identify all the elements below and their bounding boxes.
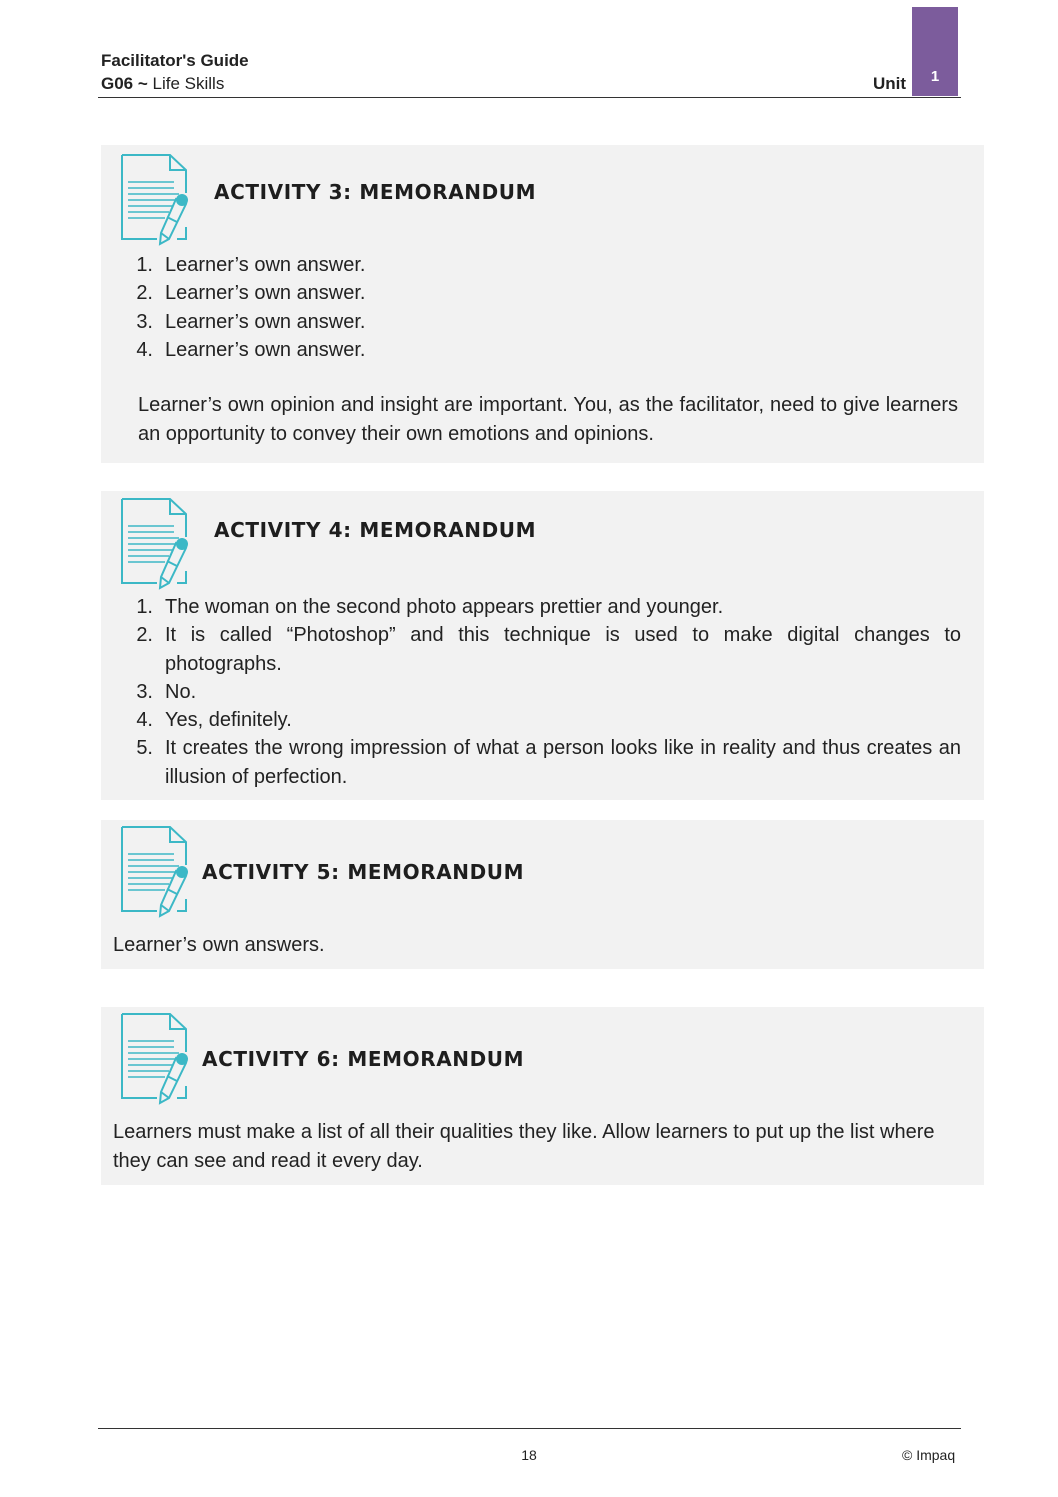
page-number: 18 <box>521 1447 537 1463</box>
item-number: 3. <box>136 680 153 703</box>
item-number: 2. <box>136 282 153 305</box>
activity-heading: ACTIVITY 3: MEMORANDUM <box>214 180 537 204</box>
list-item <box>131 706 961 734</box>
activity-3-box <box>101 145 984 463</box>
list-item <box>131 621 961 678</box>
item-number: 1. <box>136 254 153 276</box>
header-divider <box>98 97 961 98</box>
item-text: Learner’s own answer. <box>165 254 366 276</box>
list-item <box>131 678 961 706</box>
answer-list <box>131 251 961 364</box>
item-text: Yes, definitely. <box>165 709 292 732</box>
copyright: © Impaq <box>902 1447 956 1463</box>
item-text: Learner’s own answer. <box>165 282 366 305</box>
item-text: The woman on the second photo appears prettier and younger. <box>165 596 724 618</box>
item-text: Learner’s own answer. <box>165 310 366 333</box>
subject-line <box>101 74 224 94</box>
activity-5-box <box>101 820 984 969</box>
item-number: 5. <box>136 737 153 760</box>
list-item <box>131 593 961 621</box>
list-item <box>131 279 961 307</box>
item-number: 3. <box>136 310 153 333</box>
document-pencil-icon <box>119 825 191 919</box>
list-item <box>131 251 961 279</box>
item-number: 4. <box>136 709 153 732</box>
answer-list <box>131 593 961 791</box>
activity-6-box <box>101 1007 984 1185</box>
list-item <box>131 336 961 364</box>
footer-divider <box>98 1428 961 1429</box>
item-text: It is called “Photoshop” and this technique is used to make digital changes to photographs. <box>165 624 961 675</box>
unit-tab <box>912 7 958 96</box>
item-text: No. <box>165 680 197 703</box>
item-number: 4. <box>136 338 153 361</box>
item-text: Learner’s own answer. <box>165 338 366 361</box>
unit-number: 1 <box>930 68 940 85</box>
item-text: It creates the wrong impression of what a person looks like in reality and thus creates an illusion of perfection. <box>165 737 961 788</box>
document-pencil-icon <box>119 1012 191 1106</box>
document-pencil-icon <box>119 153 191 247</box>
guide-title: Facilitator's Guide <box>101 51 249 70</box>
subject-name: Life Skills <box>152 74 225 93</box>
activity-paragraph: Learner’s own answers. <box>113 934 325 956</box>
grade-code: G06 ~ <box>101 74 148 93</box>
activity-heading: ACTIVITY 5: MEMORANDUM <box>202 860 525 884</box>
activity-heading: ACTIVITY 6: MEMORANDUM <box>202 1047 525 1071</box>
activity-heading: ACTIVITY 4: MEMORANDUM <box>214 518 537 542</box>
unit-label: Unit <box>873 74 907 93</box>
item-number: 2. <box>136 624 153 647</box>
activity-paragraph: Learners must make a list of all their qualities they like. Allow learners to put up the list where they can see and read it every day. <box>113 1121 935 1172</box>
activity-4-box <box>101 491 984 800</box>
list-item <box>131 734 961 791</box>
list-item <box>131 308 961 336</box>
activity-paragraph: Learner’s own opinion and insight are important. You, as the facilitator, need to give learners an opportunity to convey their own emotions and opinions. <box>138 394 958 445</box>
document-pencil-icon <box>119 497 191 591</box>
item-number: 1. <box>136 596 153 618</box>
